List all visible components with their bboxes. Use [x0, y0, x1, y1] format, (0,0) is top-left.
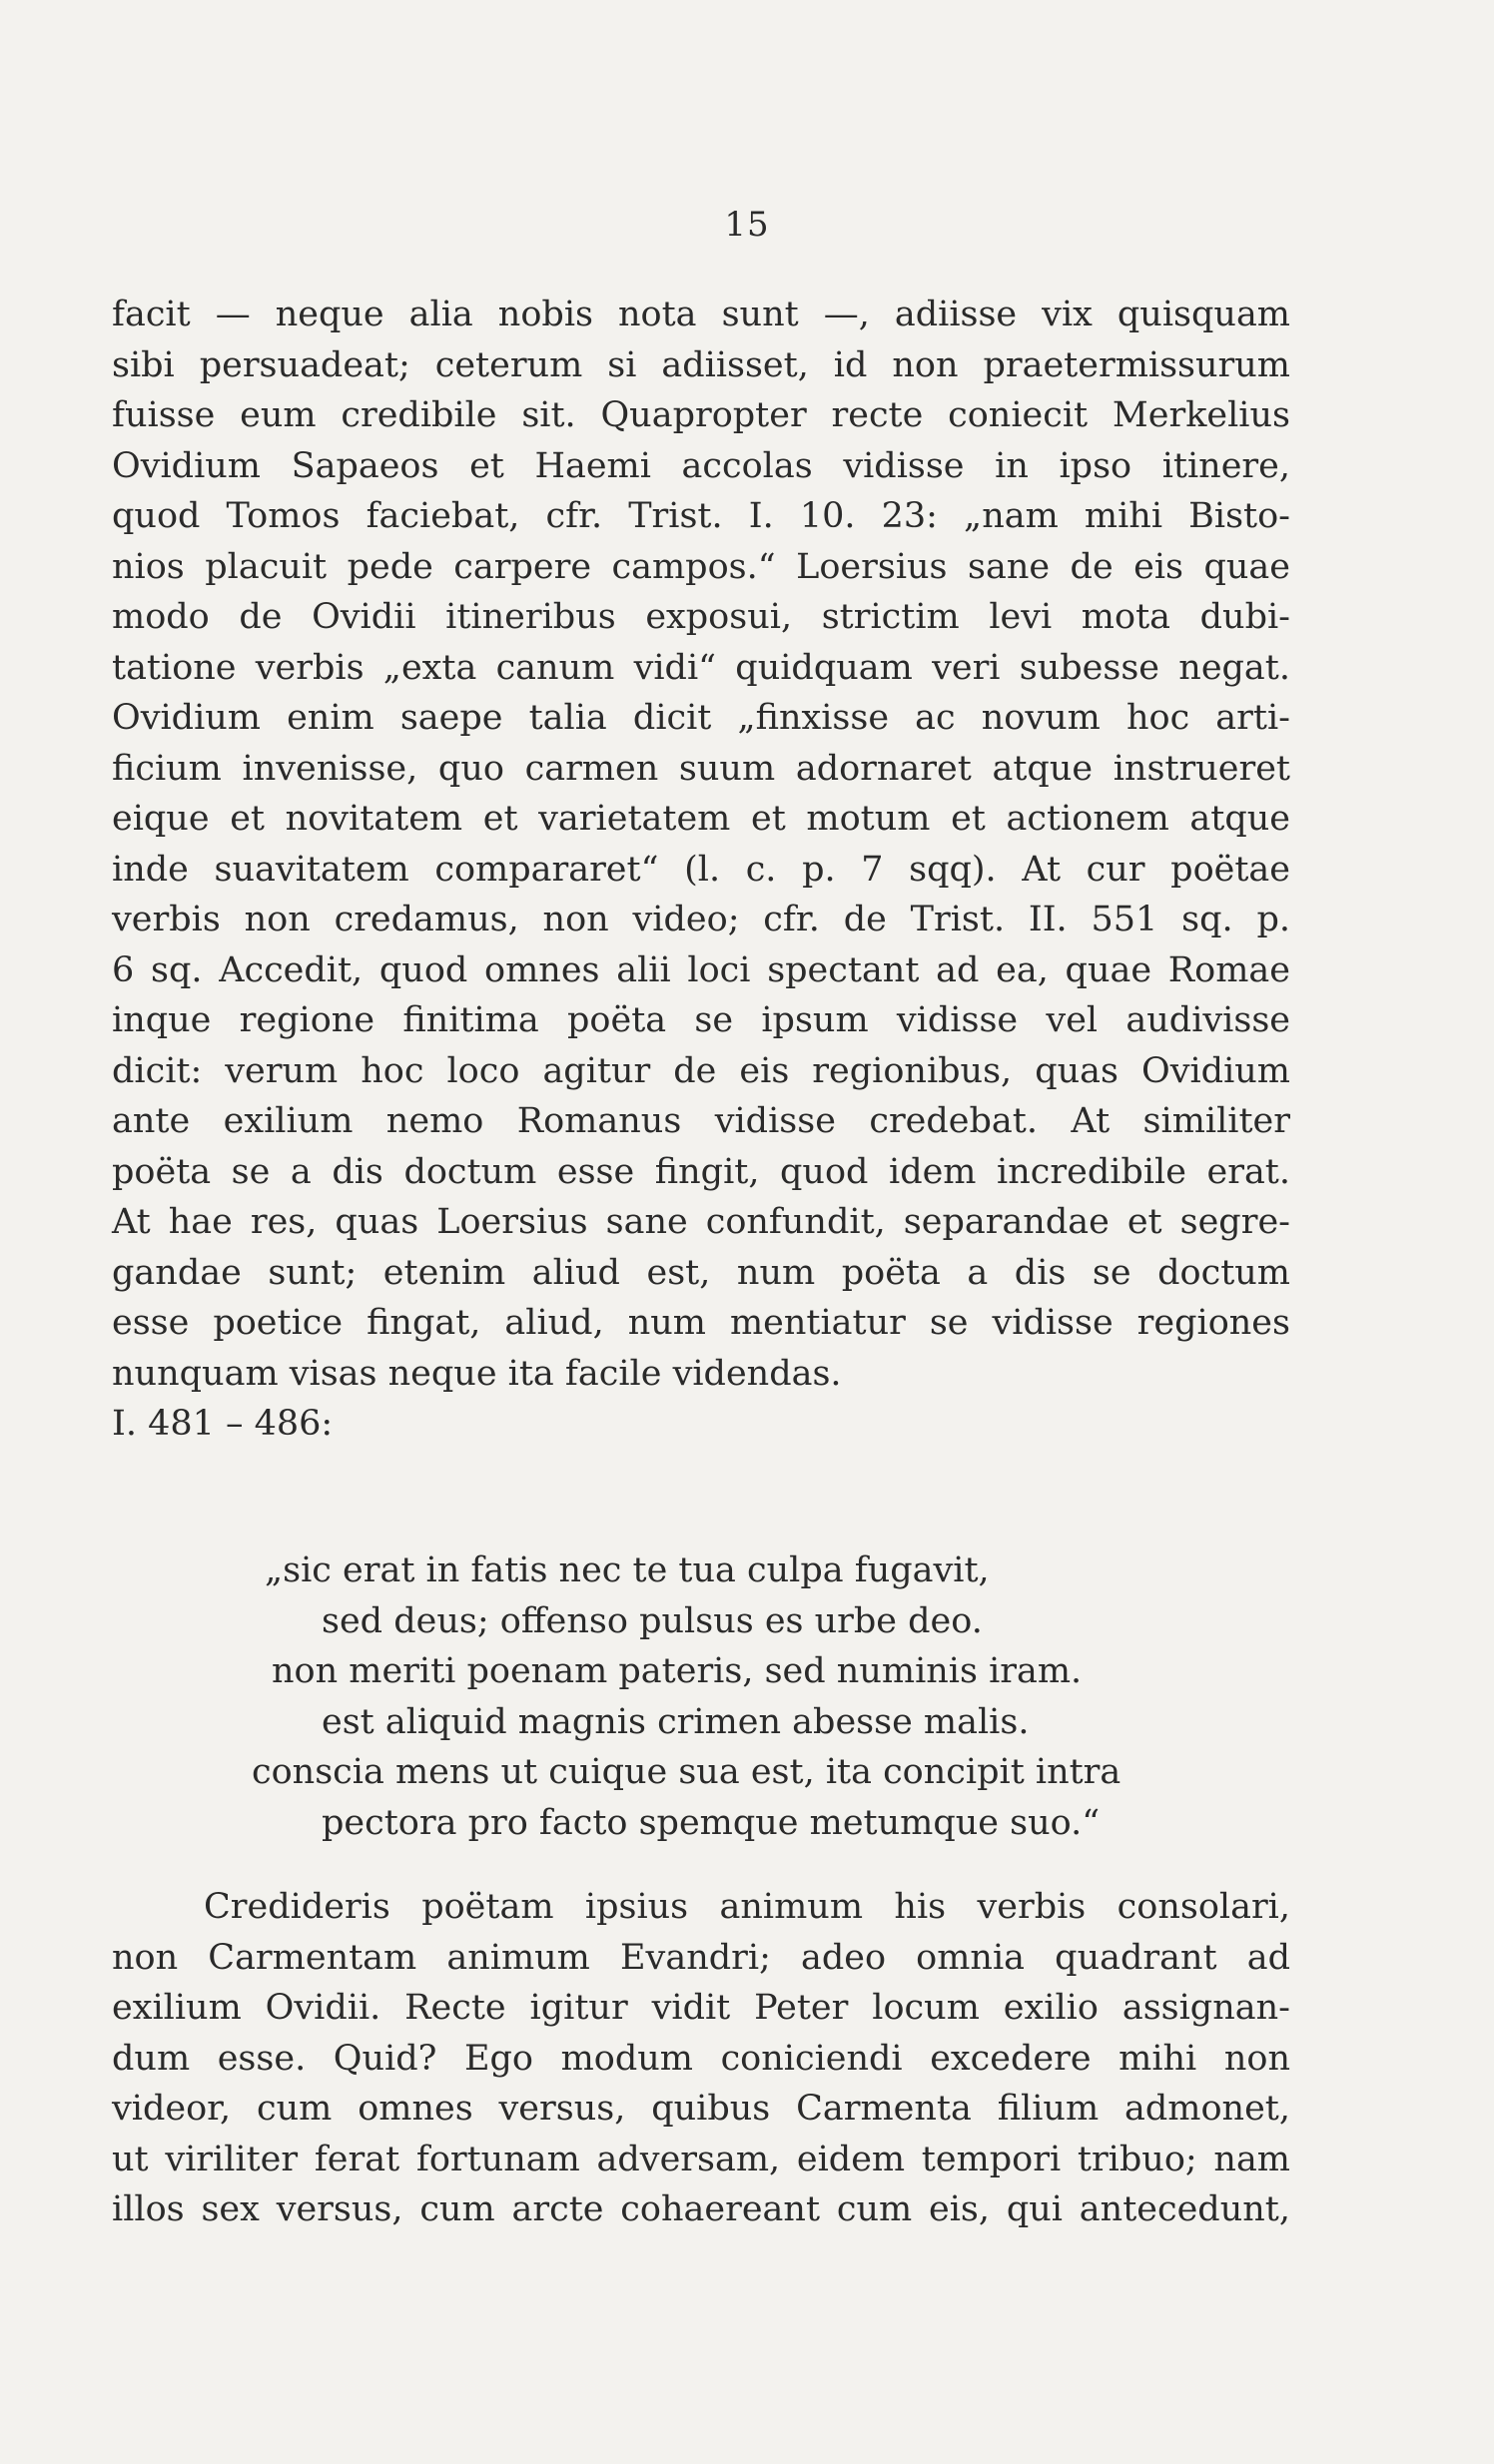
paragraph-2: [112, 1882, 1290, 2235]
text-line: nunquam visas neque ita facile videndas.: [112, 1353, 842, 1394]
text-line: Ovidium enim saepe talia dicit „finxisse ac novum hoc arti-: [112, 698, 1290, 738]
text-line: ut viriliter ferat fortunam adversam, eidem tempori tribuo; nam: [112, 2139, 1290, 2179]
text-line: poëta se a dis doctum esse fingit, quod idem incredibile erat.: [112, 1151, 1290, 1192]
text-line: esse poetice fingat, aliud, num mentiatur se vidisse regiones: [112, 1303, 1290, 1343]
text-line: Ovidium Sapaeos et Haemi accolas vidisse in ipso itinere,: [112, 445, 1290, 486]
text-line: verbis non credamus, non video; cfr. de Trist. II. 551 sq. p.: [112, 900, 1290, 939]
text-line: modo de Ovidii itineribus exposui, strictim levi mota dubi-: [112, 597, 1290, 637]
text-line: ficium invenisse, quo carmen suum adornaret atque instrueret: [112, 748, 1290, 789]
text-line: dicit: verum hoc loco agitur de eis regionibus, quas Ovidium: [112, 1050, 1290, 1091]
page-number: 15: [724, 205, 770, 245]
text-line: videor, cum omnes versus, quibus Carmenta filium admonet,: [112, 2089, 1290, 2129]
text-line: quod Tomos faciebat, cfr. Trist. I. 10. 23: „nam mihi Bisto-: [112, 496, 1290, 536]
text-line: illos sex versus, cum arcte cohaereant cum eis, qui antecedunt,: [112, 2189, 1290, 2229]
text-line: exilium Ovidii. Recte igitur vidit Peter locum exilio assignan-: [112, 1988, 1290, 2028]
text-line: ante exilium nemo Romanus vidisse credebat. At similiter: [112, 1101, 1290, 1141]
verse-line: pectora pro facto spemque metumque suo.“: [322, 1802, 1101, 1843]
text-line: inque regione finitima poëta se ipsum vidisse vel audivisse: [112, 1000, 1290, 1040]
text-line: nios placuit pede carpere campos.“ Loersius sane de eis quae: [112, 546, 1290, 587]
text-line: non Carmentam animum Evandri; adeo omnia quadrant ad: [112, 1937, 1290, 1978]
text-line: At hae res, quas Loersius sane confundit, separandae et segre-: [112, 1202, 1290, 1242]
text-line: inde suavitatem compararet“ (l. c. p. 7 sqq). At cur poëtae: [112, 849, 1290, 890]
text-line: tatione verbis „exta canum vidi“ quidquam veri subesse negat.: [112, 647, 1290, 688]
text-line: fuisse eum credibile sit. Quapropter recte coniecit Merkelius: [112, 395, 1290, 435]
text-line: Credideris poëtam ipsius animum his verbis consolari,: [204, 1887, 1290, 1927]
text-line: gandae sunt; etenim aliud est, num poëta a dis se doctum: [112, 1252, 1290, 1293]
verse-line: sed deus; offenso pulsus es urbe deo.: [322, 1600, 983, 1641]
paragraph-1: [112, 290, 1290, 1450]
text-line: facit — neque alia nobis nota sunt —, adiisse vix quisquam: [112, 295, 1290, 334]
verse-line: conscia mens ut cuique sua est, ita concipit intra: [252, 1752, 1121, 1792]
text-line: sibi persuadeat; ceterum si adiisset, id non praetermissurum: [112, 344, 1290, 385]
section-label: I. 481 – 486:: [112, 1404, 334, 1444]
text-line: dum esse. Quid? Ego modum coniciendi excedere mihi non: [112, 2038, 1290, 2079]
verse-quotation: [112, 1545, 1290, 1848]
text-line: eique et novitatem et varietatem et motum et actionem atque: [112, 799, 1290, 839]
verse-line: non meriti poenam pateris, sed numinis iram.: [272, 1651, 1083, 1691]
text-line: 6 sq. Accedit, quod omnes alii loci spectant ad ea, quae Romae: [112, 949, 1290, 990]
verse-line: „sic erat in fatis nec te tua culpa fugavit,: [265, 1550, 990, 1590]
verse-line: est aliquid magnis crimen abesse malis.: [322, 1701, 1030, 1742]
